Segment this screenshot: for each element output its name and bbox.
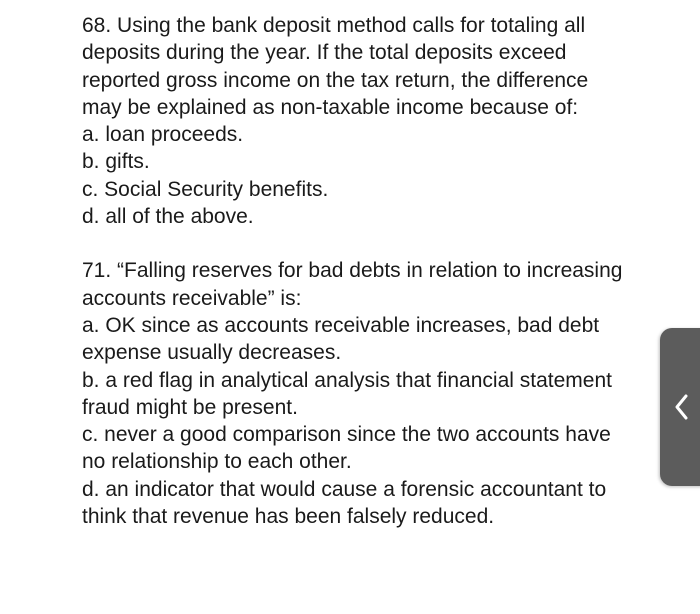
question-68-option-a: a. loan proceeds.	[82, 123, 244, 147]
question-71-stem: 71. “Falling reserves for bad debts in relation to increasing accounts receivable” is:	[82, 259, 623, 310]
question-content	[82, 12, 627, 530]
question-68-option-c: c. Social Security benefits.	[82, 177, 329, 201]
side-panel-toggle-button[interactable]	[660, 328, 700, 486]
question-68-option-d: d. all of the above.	[82, 205, 254, 229]
question-68	[82, 12, 627, 230]
question-71-option-d: d. an indicator that would cause a forensic accountant to think that revenue has been falsely reduced.	[82, 477, 607, 529]
question-68-option-b: b. gifts.	[82, 150, 150, 174]
question-71-option-c: c. never a good comparison since the two accounts have no relationship to each other.	[82, 423, 611, 474]
question-68-stem: 68. Using the bank deposit method calls for totaling all deposits during the year. If the total deposits exceed reported gross income on the tax return, the difference may be explained as non-taxable income because of:	[82, 14, 589, 119]
chevron-left-icon	[674, 394, 690, 420]
question-68-options	[82, 121, 627, 230]
question-71-option-a: a. OK since as accounts receivable increases, bad debt expense usually decreases.	[82, 313, 600, 365]
question-71-options	[82, 312, 627, 530]
question-71-option-b: b. a red flag in analytical analysis that financial statement fraud might be present.	[82, 368, 612, 419]
question-71	[82, 257, 627, 530]
